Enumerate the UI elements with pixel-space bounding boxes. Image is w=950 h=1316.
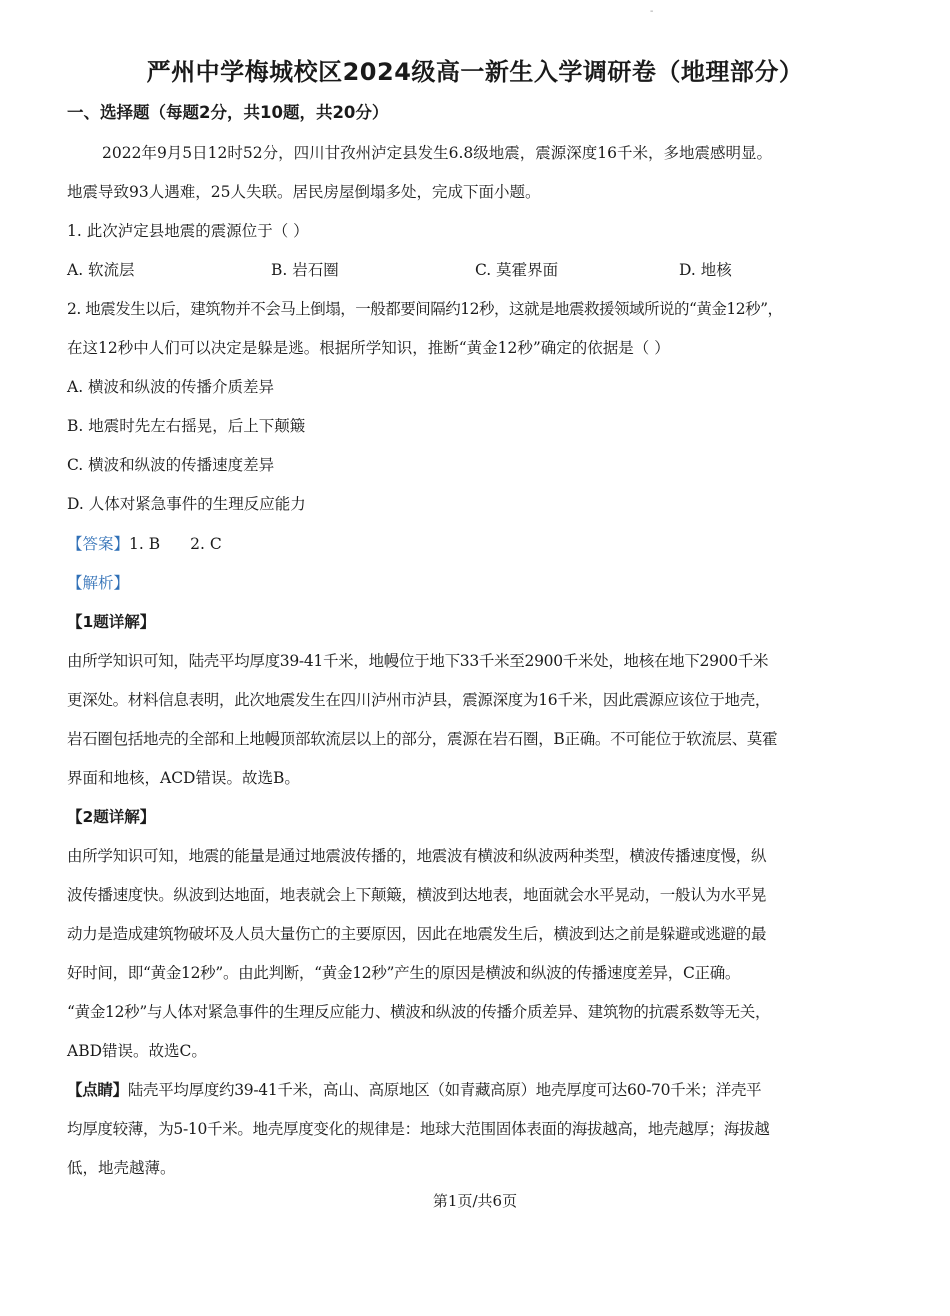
material-line-2: 地震导致93人遇难，25人失联。居民房屋倒塌多处，完成下面小题。 [67, 183, 541, 201]
detail-1-line-4: 界面和地核，ACD错误。故选B。 [67, 769, 300, 787]
analysis-label: 【解析】 [67, 574, 130, 592]
question-1-option-d: D. 地核 [679, 261, 732, 279]
tip-line-2: 均厚度较薄，为5-10千米。地壳厚度变化的规律是：地球大范围固体表面的海拔越高，地壳越厚；海拔越 [67, 1120, 770, 1138]
section-heading: 一、选择题（每题2分，共10题，共20分） [67, 103, 389, 122]
answer-2: 2. C [190, 535, 222, 553]
detail-1-label: 【1题详解】 [67, 613, 156, 631]
detail-2-line-4: 好时间，即“黄金12秒”。由此判断，“黄金12秒”产生的原因是横波和纵波的传播速度差异，C正确。 [67, 964, 741, 982]
exam-title: 严州中学梅城校区2024级高一新生入学调研卷（地理部分） [146, 58, 804, 86]
question-2-stem-line-1: 2. 地震发生以后，建筑物并不会马上倒塌，一般都要间隔约12秒，这就是地震救援领域所说的“黄金12秒”， [67, 300, 783, 318]
tip-line-1 [67, 1079, 887, 1101]
detail-2-line-1: 由所学知识可知，地震的能量是通过地震波传播的，地震波有横波和纵波两种类型，横波传播速度慢，纵 [67, 847, 767, 865]
tip-label: 【点睛】 [67, 1081, 128, 1099]
detail-1-line-1: 由所学知识可知，陆壳平均厚度39-41千米，地幔位于地下33千米至2900千米处，地核在地下2900千米 [67, 652, 769, 670]
detail-2-line-6: ABD错误。故选C。 [67, 1042, 207, 1060]
detail-2-line-2: 波传播速度快。纵波到达地面，地表就会上下颠簸，横波到达地表，地面就会水平晃动，一般认为水平晃 [67, 886, 767, 904]
question-1-option-a: A. 软流层 [67, 261, 135, 279]
page-mark: - [650, 6, 654, 17]
detail-2-line-3: 动力是造成建筑物破坏及人员大量伤亡的主要原因，因此在地震发生后，横波到达之前是躲避或逃避的最 [67, 925, 767, 943]
page-footer: 第1页/共6页 [432, 1192, 518, 1210]
question-2-option-b: B. 地震时先左右摇晃，后上下颠簸 [67, 417, 306, 435]
question-2-option-c: C. 横波和纵波的传播速度差异 [67, 456, 275, 474]
tip-line-1-text: 陆壳平均厚度约39-41千米，高山、高原地区（如青藏高原）地壳厚度可达60-70千米；洋壳平 [127, 1081, 762, 1099]
question-1-option-c: C. 莫霍界面 [475, 261, 559, 279]
question-2-option-d: D. 人体对紧急事件的生理反应能力 [67, 495, 306, 513]
answer-label: 【答案】 [67, 535, 130, 553]
question-2-stem-line-2: 在这12秒中人们可以决定是躲是逃。根据所学知识，推断“黄金12秒”确定的依据是（ ） [67, 339, 670, 357]
tip-line-3: 低，地壳越薄。 [67, 1159, 176, 1177]
detail-2-label: 【2题详解】 [67, 808, 156, 826]
answer-line [67, 533, 887, 555]
detail-1-line-3: 岩石圈包括地壳的全部和上地幔顶部软流层以上的部分，震源在岩石圈，B正确。不可能位于软流层、莫霍 [67, 730, 778, 748]
question-2-option-a: A. 横波和纵波的传播介质差异 [67, 378, 275, 396]
question-1-stem: 1. 此次泸定县地震的震源位于（ ） [67, 222, 309, 240]
question-1-option-b: B. 岩石圈 [271, 261, 339, 279]
material-line-1: 2022年9月5日12时52分，四川甘孜州泸定县发生6.8级地震，震源深度16千米，多地震感明显。 [102, 144, 772, 162]
detail-2-line-5: “黄金12秒”与人体对紧急事件的生理反应能力、横波和纵波的传播介质差异、建筑物的抗震系数等无关， [67, 1003, 771, 1021]
detail-1-line-2: 更深处。材料信息表明，此次地震发生在四川泸州市泸县，震源深度为16千米，因此震源应该位于地壳， [67, 691, 771, 709]
answer-1: 1. B [129, 535, 161, 553]
